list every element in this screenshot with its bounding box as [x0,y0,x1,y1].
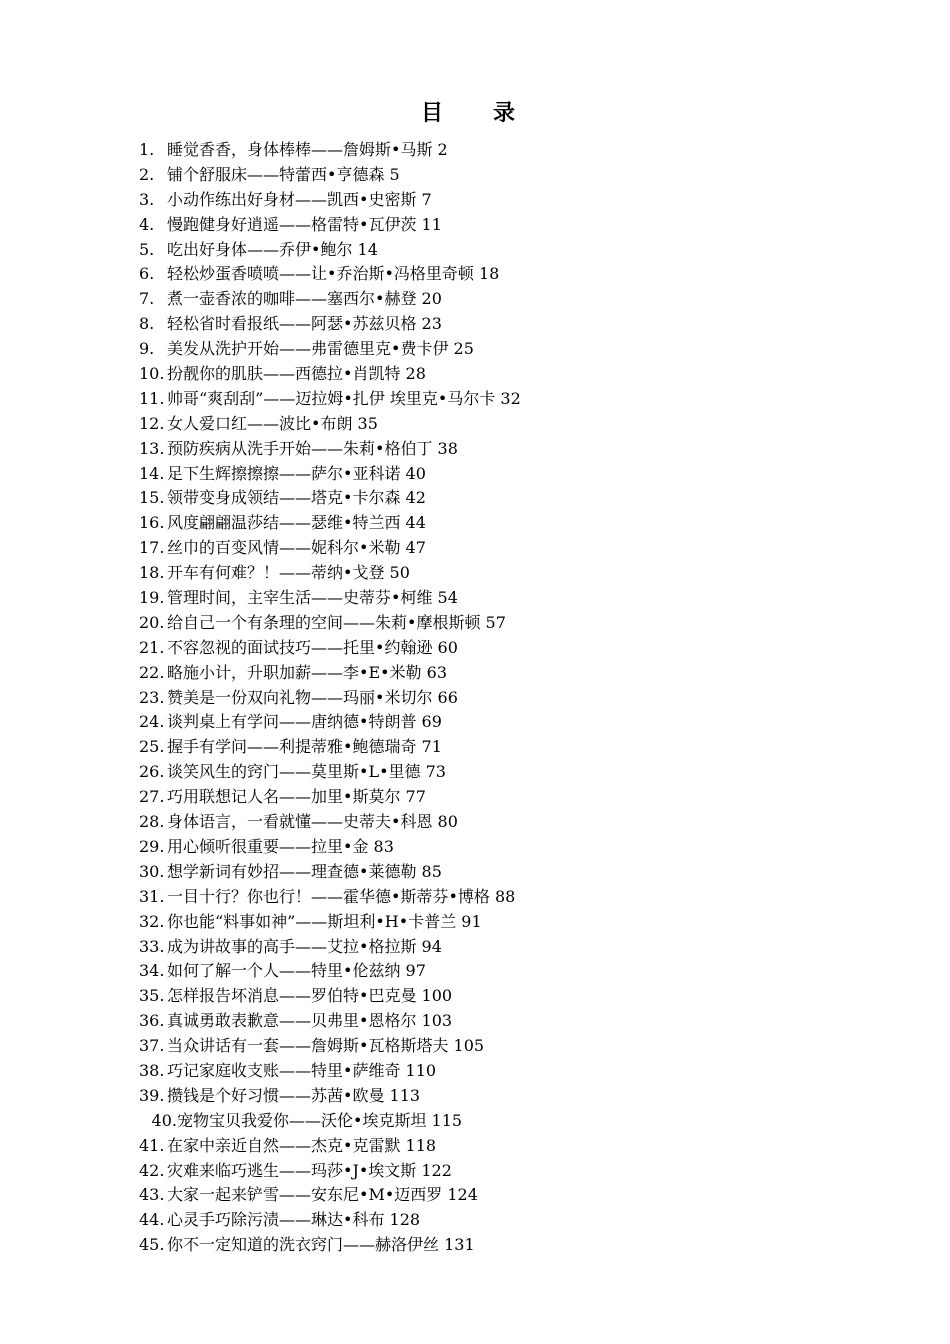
toc-entry [139,511,521,536]
toc-entry-title: 想学新词有妙招——理查德•莱德勒 85 [167,861,442,881]
toc-entry-title: 风度翩翩温莎结——瑟维•特兰西 44 [167,513,426,533]
toc-entry-title: 攒钱是个好习惯——苏茜•欧曼 113 [167,1085,421,1105]
toc-entry-title: 领带变身成领结——塔克•卡尔森 42 [167,488,426,508]
toc-entry-number: 31. [139,886,165,906]
toc-entry-title: 开车有何难？！——蒂纳•戈登 50 [167,563,410,583]
toc-entry-title: 你也能“料事如神”——斯坦利•H•卡普兰 91 [167,911,482,931]
toc-entry-number: 24. [139,712,165,732]
toc-entry-number: 3. [139,189,155,209]
toc-entry [139,611,521,636]
toc-entry [139,362,521,387]
toc-entry [139,910,521,935]
toc-entry-number: 43. [139,1185,165,1205]
toc-entry-number: 14. [139,463,165,483]
toc-entry [139,1208,521,1233]
toc-entry [139,536,521,561]
toc-entry-title: 心灵手巧除污渍——琳达•科布 128 [167,1210,421,1230]
toc-entry [139,586,521,611]
toc-entry [139,1183,521,1208]
toc-entry-number: 5. [139,239,155,259]
toc-entry-title: 大家一起来铲雪——安东尼•M•迈西罗 124 [167,1185,478,1205]
toc-entry-number: 27. [139,787,165,807]
toc-entry-title: 灾难来临巧逃生——玛莎•J•埃文斯 122 [167,1160,452,1180]
toc-entry [139,412,521,437]
toc-entry [139,238,521,263]
toc-entry-title: 管理时间，主宰生活——史蒂芬•柯维 54 [167,588,458,608]
toc-entry [139,735,521,760]
toc-entry-title: 足下生辉擦擦擦——萨尔•亚科诺 40 [167,463,426,483]
toc-entry [139,462,521,487]
toc-entry-number: 42. [139,1160,165,1180]
page-title: 目 录 [420,100,529,126]
toc-entry [139,935,521,960]
toc-entry [139,138,521,163]
toc-entry-number: 30. [139,861,165,881]
toc-entry-title: 握手有学问——利提蒂雅•鲍德瑞奇 71 [167,737,442,757]
toc-entry-number: 6. [139,264,155,284]
toc-entry-number: 12. [139,413,165,433]
toc-entry [139,188,521,213]
toc-entry [139,984,521,1009]
toc-entry-title: 用心倾听很重要——拉里•金 83 [167,836,394,856]
toc-entry-title: 美发从洗护开始——弗雷德里克•费卡伊 25 [167,339,474,359]
toc-entry [139,262,521,287]
toc-entry [139,437,521,462]
toc-entry [139,785,521,810]
toc-entry-number: 41. [139,1135,165,1155]
toc-entry-title: 女人爱口红——波比•布朗 35 [167,413,378,433]
toc-entry-title: 宠物宝贝我爱你——沃伦•埃克斯坦 115 [177,1110,463,1130]
toc-entry [139,561,521,586]
toc-entry-number: 7. [139,289,155,309]
toc-entry-title: 吃出好身体——乔伊•鲍尔 14 [167,239,378,259]
toc-entry-number: 33. [139,936,165,956]
toc-entry [139,860,521,885]
toc-entry [139,1009,521,1034]
toc-entry [139,885,521,910]
toc-entry [139,387,521,412]
toc-entry [139,1059,521,1084]
toc-entry-number: 45. [139,1235,165,1255]
toc-entry-title: 略施小计，升职加薪——李•E•米勒 63 [167,662,448,682]
toc-entry-number: 22. [139,662,165,682]
toc-entry-title: 成为讲故事的高手——艾拉•格拉斯 94 [167,936,442,956]
toc-entry-title: 煮一壶香浓的咖啡——塞西尔•赫登 20 [167,289,442,309]
toc-entry-number: 25. [139,737,165,757]
toc-entry-title: 当众讲话有一套——詹姆斯•瓦格斯塔夫 105 [167,1036,485,1056]
toc-entry-title: 谈笑风生的窍门——莫里斯•L•里德 73 [167,762,446,782]
toc-entry-number: 26. [139,762,165,782]
toc-entry-title: 真诚勇敢表歉意——贝弗里•恩格尔 103 [167,1011,453,1031]
toc-entry-title: 巧记家庭收支账——特里•萨维奇 110 [167,1060,437,1080]
toc-entry-title: 扮靓你的肌肤——西德拉•肖凯特 28 [167,364,426,384]
toc-entry [139,1233,521,1258]
toc-entry-number: 13. [139,438,165,458]
toc-entry-number: 44. [139,1210,165,1230]
toc-entry-number: 23. [139,687,165,707]
toc-entry-number: 40. [151,1110,177,1130]
toc-entry-title: 谈判桌上有学问——唐纳德•特朗普 69 [167,712,442,732]
toc-entry [139,686,521,711]
toc-entry [139,760,521,785]
toc-entry [139,163,521,188]
toc-entry-number: 8. [139,314,155,334]
toc-entry [139,486,521,511]
toc-entry-number: 29. [139,836,165,856]
toc-entry-number: 34. [139,961,165,981]
toc-entry-title: 慢跑健身好逍遥——格雷特•瓦伊茨 11 [167,214,442,234]
toc-entry-number: 20. [139,612,165,632]
toc-entry-title: 丝巾的百变风情——妮科尔•米勒 47 [167,538,426,558]
toc-entry-title: 一目十行？你也行！——霍华德•斯蒂芬•博格 88 [167,886,516,906]
toc-entry-title: 睡觉香香，身体棒棒——詹姆斯•马斯 2 [167,140,448,159]
toc-entry-number: 37. [139,1036,165,1056]
toc-entry-number: 18. [139,563,165,583]
toc-entry-title: 小动作练出好身材——凯西•史密斯 7 [167,189,432,209]
toc-entry [139,1084,521,1109]
toc-entry [139,312,521,337]
toc-entry [139,213,521,238]
toc-entry-number: 39. [139,1085,165,1105]
toc-entry-number: 2. [139,164,155,184]
toc-entry [139,337,521,362]
toc-entry [139,810,521,835]
toc-entry-title: 如何了解一个人——特里•伦兹纳 97 [167,961,426,981]
toc-entry-number: 10. [139,364,165,384]
toc-entry-number: 9. [139,339,155,359]
toc-entry-number: 21. [139,637,165,657]
toc-entry [139,661,521,686]
toc-entry-number: 38. [139,1060,165,1080]
toc-entry-number: 19. [139,588,165,608]
toc-entry-number: 16. [139,513,165,533]
toc-entry-number: 32. [139,911,165,931]
toc-entry [139,710,521,735]
toc-entry-title: 帅哥“爽刮刮”——迈拉姆•扎伊 埃里克•马尔卡 32 [167,388,521,408]
toc-entry-title: 巧用联想记人名——加里•斯莫尔 77 [167,787,426,807]
toc-entry-number: 36. [139,1011,165,1031]
toc-entry-title: 给自己一个有条理的空间——朱莉•摩根斯顿 57 [167,612,506,632]
toc-entry [139,1109,521,1134]
toc-entry-number: 28. [139,812,165,832]
toc-entry-number: 11. [139,388,165,408]
table-of-contents [139,138,521,1258]
toc-entry-number: 17. [139,538,165,558]
toc-entry [139,636,521,661]
toc-entry-title: 预防疾病从洗手开始——朱莉•格伯丁 38 [167,438,458,458]
toc-entry-number: 35. [139,986,165,1006]
toc-entry-title: 赞美是一份双向礼物——玛丽•米切尔 66 [167,687,458,707]
toc-entry [139,287,521,312]
toc-entry [139,835,521,860]
toc-entry [139,1034,521,1059]
toc-entry-number: 4. [139,214,155,234]
toc-entry-title: 轻松省时看报纸——阿瑟•苏兹贝格 23 [167,314,442,334]
toc-entry-title: 在家中亲近自然——杰克•克雷默 118 [167,1135,437,1155]
toc-entry-title: 不容忽视的面试技巧——托里•约翰逊 60 [167,637,458,657]
toc-entry-title: 你不一定知道的洗衣窍门——赫洛伊丝 131 [167,1235,475,1255]
toc-entry-title: 怎样报告坏消息——罗伯特•巴克曼 100 [167,986,453,1006]
toc-entry [139,1134,521,1159]
toc-entry-title: 身体语言，一看就懂——史蒂夫•科恩 80 [167,812,458,832]
toc-entry [139,1159,521,1184]
toc-entry-number: 1. [139,140,155,159]
toc-entry-title: 铺个舒服床——特蕾西•亨德森 5 [167,164,400,184]
toc-entry [139,959,521,984]
toc-entry-number: 15. [139,488,165,508]
toc-entry-title: 轻松炒蛋香喷喷——让•乔治斯•冯格里奇顿 18 [167,264,500,284]
